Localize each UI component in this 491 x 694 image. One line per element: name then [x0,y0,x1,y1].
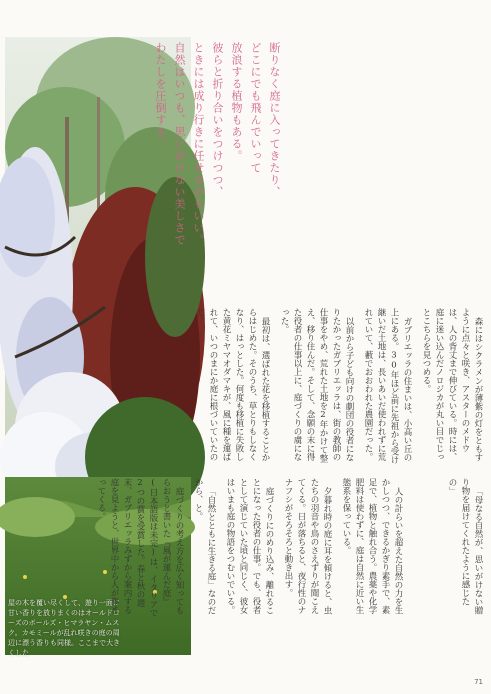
article-paragraph: 人の計らいを超えた自然の力を生かしつつ、できるかぎり素手で、素足で、植物と触れ合う。農薬や化学肥料は使わずに、庭は自然に近い生態系を保っている。 [341,478,403,614]
poem [154,42,281,342]
article-paragraph: 夕暮れ時の庭に耳を傾けると、虫たちの羽音や鳥のさえずりが聞こえてくる。日が落ちると、夜行性のナナフシがそろそろと動き出す。 [283,478,332,614]
poem-line: 自然はいつも、思いがけない美しさで [173,42,186,246]
page-number: 71 [474,678,483,686]
poem-line: ときには成り行きに任せるのもいい。 [192,42,205,246]
poem-line: 彼らと折り合いをつけつつ、 [211,42,224,198]
article-paragraph: 森にはシクラメンが薄紫の灯をともすように点々と咲き、アスターのメドウは、人の背丈まで伸びている。時には、庭に迷い込んだノロジカが丸い目でじっとこちらを見つめる。 [421,308,483,461]
article-quote: 「母なる自然が、思いがけない贈り物を届けてくれたように感じたの」 [447,478,483,614]
poem-line: わたしを圧倒する。 [154,42,167,150]
article-paragraph: ガブリエッラの住まいは、小高い丘の上にある。30年ほど前に先祖から受け継いだ土地は、長いあいだ使われずに荒れていて、藪でおおわれた農園だった。 [363,308,412,464]
poem-line: どこにでも飛んでいって [249,42,262,174]
photo-caption: 屋の木を覆い尽くして、遊り一面に甘い香りを放りまくのはオールドローズのボールズ・ヒマラヤン・ムスク。カモミールが乱れ咲きの庭の周辺に漂う香りも同様。ここまで大きくした [8,599,120,657]
article-paragraph: 以前から子ども向けの劇団の役者になりたかったガブリエッラは、街の教師の仕事をやめ、荒れた土地を2年かけて整え、移り住んだ。そして、念願の末に得た役者の仕事以上に、庭づくりの虜になった。 [279,308,354,463]
article-paragraph: 庭づくりにのめり込み、離れることになった役者の仕事。でも、役者として演じていた頃と同じく、彼女はいまも庭の物語をつむいでいる。 [225,478,274,614]
article-column-upper [195,308,484,468]
article-column-lower [96,478,404,618]
article-column-lower-right [410,478,484,618]
article-paragraph: 庭づくりの考え方を広く知ってもらおうと書いた『風が運んだ庭』(日本語版は未完)は、イタリアで2つの賞を受賞した。春と秋の週末、ガブリエッラみずから案内する庭を見ようと、世界中から人が集まってくる。 [96,478,184,617]
article-paragraph: 「自然とともに生きる庭」なのだから、と。 [193,478,216,614]
article-paragraph: 最初は、選ばれた花を移植することからはじめた。そのうち、草とりもしなくなり、はっとした。何度も移植に失敗した黄花ミヤマオダマキが、風に種を運ばれて、いつのまにか庭に根づいていたのだ。 [195,308,270,461]
poem-line: 放浪する植物もある。 [230,42,243,162]
poem-line: 断りなく庭に入ってきたり、 [268,42,281,198]
